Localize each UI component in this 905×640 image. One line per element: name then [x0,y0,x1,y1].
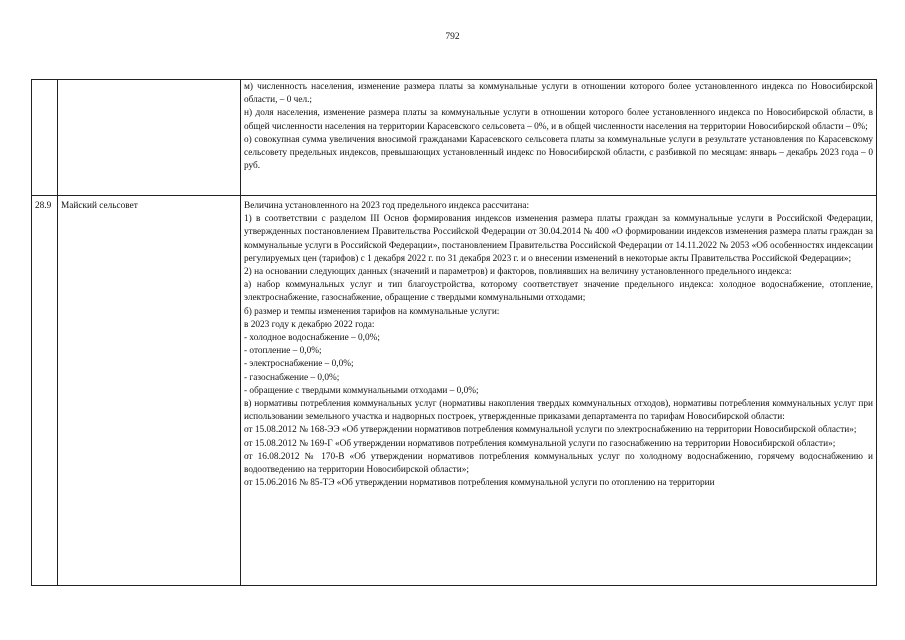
row-number-cell: 28.9 [32,196,58,586]
paragraph: 2) на основании следующих данных (значений и параметров) и факторов, повлиявших на величину установленного предельного индекса: [244,267,792,278]
list-item: - отопление – 0,0%; [244,346,322,357]
paragraph: от 16.08.2012 № 170-В «Об утверждении нормативов потребления коммунальных услуг по холодному водоснабжению, горячему водоснабжению и водоотведению на территории Новосибирской области»; [244,451,873,476]
paragraph: от 15.08.2012 № 168-ЭЭ «Об утверждении нормативов потребления коммунальной услуги по электроснабжению на территории Новосибирской области»; [244,425,857,436]
paragraph-o: о) совокупная сумма увеличения вносимой гражданами Карасевского сельсовета платы за коммунальные услуги в результате установления по Карасевскому сельсовету предельных индексов, превышающих установленный индекс по Новосибирской области, с разбивкой по месяцам: январь – декабрь 2023 года – 0 руб. [244,134,873,172]
row-name-cell [58,80,241,196]
paragraph-m: м) численность населения, изменение размера платы за коммунальные услуги в отношении которого более установленного индекса по Новосибирской области, – 0 чел.; [244,82,873,106]
document-table [31,79,877,586]
table-row [32,80,877,196]
paragraph: в) нормативы потребления коммунальных услуг (нормативы накопления твердых коммунальных отходов), нормативы потребления коммунальных услуг при использовании земельного участка и надворных построек, утвержденные приказами департамента по тарифам Новосибирской области: [244,399,873,423]
row-number-cell [32,80,58,196]
table-row [32,196,877,586]
paragraph: б) размер и темпы изменения тарифов на коммунальные услуги: [244,306,500,317]
row-text-cell [241,80,877,196]
row-text-cell [241,196,877,586]
row-name-cell: Майский сельсовет [58,196,241,586]
list-item: - электроснабжение – 0,0%; [244,359,354,370]
list-item: - обращение с твердыми коммунальными отходами – 0,0%; [244,385,479,396]
list-item: - холодное водоснабжение – 0,0%; [244,333,380,344]
paragraph: от 15.08.2012 № 169-Г «Об утверждении нормативов потребления коммунальной услуги по газоснабжению на территории Новосибирской области»; [244,438,836,449]
paragraph-n: н) доля населения, изменение размера платы за коммунальные услуги в отношении которого более установленного индекса по Новосибирской области, в общей численности населения на территории Карасевского сельсовета – 0%, и в общей численности населения на территории Новосибирской области – 0%; [244,108,873,132]
paragraph: в 2023 году к декабрю 2022 года: [244,319,375,330]
paragraph: Величина установленного на 2023 год предельного индекса рассчитана: [244,201,530,211]
paragraph: а) набор коммунальных услуг и тип благоустройства, которому соответствует значение предельного индекса: холодное водоснабжение, отопление, электроснабжение, газоснабжение, обращение с твердыми коммунальными отходами; [244,280,873,304]
list-item: - газоснабжение – 0,0%; [244,372,340,383]
page-number: 792 [445,32,460,42]
paragraph: от 15.06.2016 № 85-ТЭ «Об утверждении нормативов потребления коммунальной услуги по отоплению на территории [244,478,715,489]
paragraph: 1) в соответствии с разделом III Основ формирования индексов изменения размера платы граждан за коммунальные услуги в Российской Федерации, утвержденных постановлением Правительства Российской Федерации от 30.04.2014 № 400 «О формировании индексов изменения размера платы граждан за коммунальные услуги в Российской Федерации», постановлением Правительства Российской Федерации от 14.11.2022 № 2053 «Об особенностях индексации регулируемых цен (тарифов) с 1 декабря 2022 г. по 31 декабря 2023 г. и о внесении изменений в некоторые акты Правительства Российской Федерации»; [244,214,873,264]
